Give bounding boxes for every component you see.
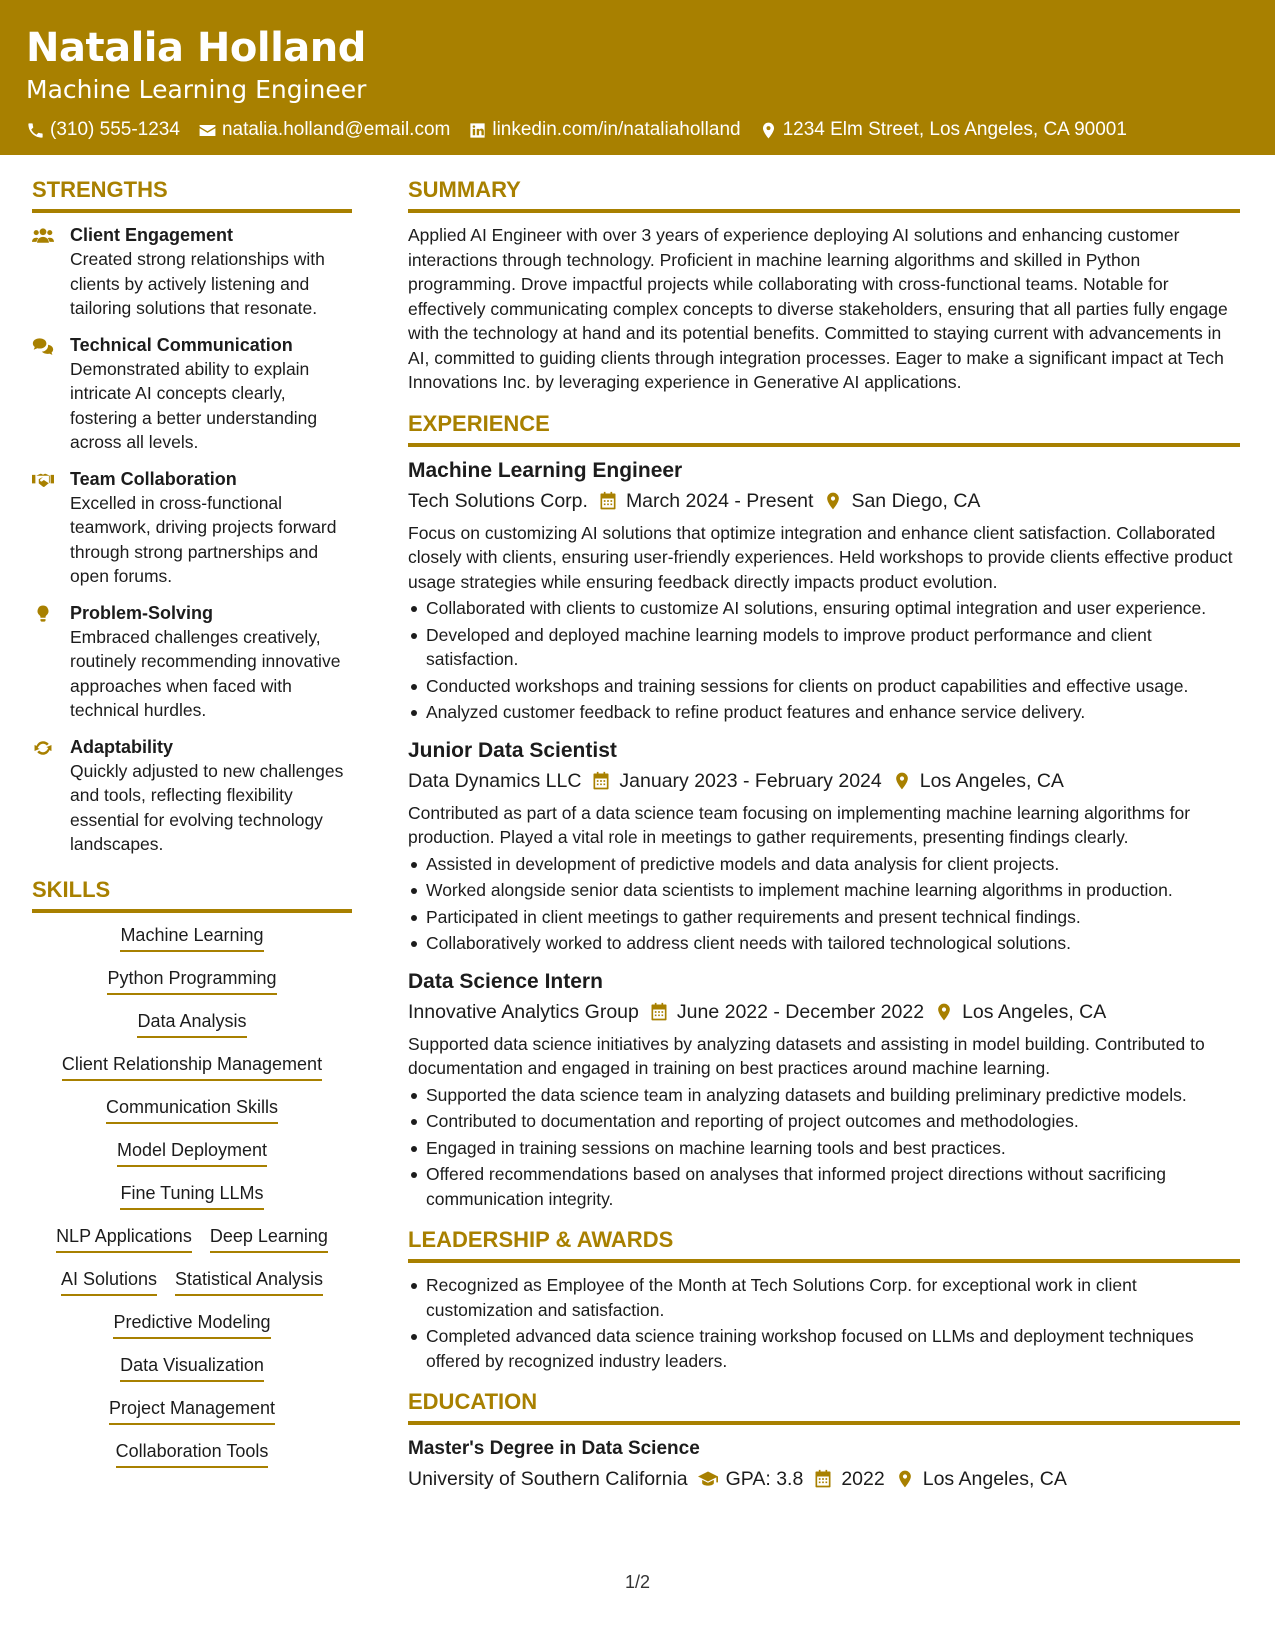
strength-item — [32, 223, 352, 321]
bullet-item: Analyzed customer feedback to refine product features and enhance service delivery. — [408, 700, 1240, 725]
graduation-cap-icon — [698, 1469, 718, 1489]
skill-tag: Statistical Analysis — [175, 1267, 323, 1296]
bullet-item: Developed and deployed machine learning models to improve product performance and client satisfaction. — [408, 623, 1240, 672]
school-name: University of Southern California — [408, 1468, 688, 1490]
map-marker-icon — [895, 1469, 915, 1489]
linkedin-text: linkedin.com/in/nataliaholland — [492, 119, 741, 140]
contact-email[interactable] — [198, 118, 450, 142]
job-bullets — [408, 852, 1240, 956]
contact-phone[interactable] — [26, 118, 180, 142]
skills-heading: SKILLS — [32, 875, 352, 913]
strength-desc: Embraced challenges creatively, routinely recommending innovative approaches when faced with technical hurdles. — [70, 626, 341, 720]
job-company: Tech Solutions Corp. — [408, 489, 588, 512]
skill-tag: AI Solutions — [61, 1267, 157, 1296]
job-company: Innovative Analytics Group — [408, 1000, 639, 1023]
calendar-icon — [591, 771, 611, 791]
skill-tag: Deep Learning — [210, 1224, 328, 1253]
leadership-heading: LEADERSHIP & AWARDS — [408, 1225, 1240, 1263]
contact-linkedin[interactable] — [468, 118, 740, 142]
strengths-heading: STRENGTHS — [32, 175, 352, 213]
job-dates: June 2022 - December 2022 — [676, 1000, 925, 1023]
map-marker-icon — [934, 1002, 954, 1022]
gpa-text: GPA: 3.8 — [725, 1468, 804, 1490]
job-description: Contributed as part of a data science team focusing on implementing machine learning algorithms for production. Played a vital role in meetings to gather requirements, presenting findings clearly. — [408, 802, 1191, 847]
resume-header — [0, 0, 1275, 155]
job-location: San Diego, CA — [851, 489, 981, 512]
users-icon — [32, 226, 54, 246]
phone-text: (310) 555-1234 — [50, 119, 180, 140]
education-year: 2022 — [841, 1468, 885, 1490]
skill-tag: Project Management — [109, 1396, 275, 1425]
page-number: 1/2 — [625, 1572, 651, 1592]
strength-desc: Demonstrated ability to explain intricate AI concepts clearly, fostering a better understanding across all levels. — [70, 358, 318, 452]
job-title: Junior Data Scientist — [408, 738, 617, 762]
experience-heading: EXPERIENCE — [408, 409, 1240, 447]
email-text: natalia.holland@email.com — [221, 119, 451, 140]
strength-title: Client Engagement — [70, 225, 234, 245]
strength-desc: Created strong relationships with clients by actively listening and tailoring solutions that resonate. — [70, 249, 325, 318]
job-description: Supported data science initiatives by analyzing datasets and assisting in model building. Contributed to documentation and engaged in training on best practices around machine learning. — [408, 1033, 1205, 1078]
calendar-icon — [598, 491, 618, 511]
job-bullets — [408, 1083, 1240, 1212]
envelope-icon — [198, 121, 217, 140]
education-heading: EDUCATION — [408, 1387, 1240, 1425]
bullet-item: Assisted in development of predictive models and data analysis for client projects. — [408, 852, 1240, 877]
skill-tag: Fine Tuning LLMs — [120, 1181, 263, 1210]
strength-item — [32, 735, 352, 857]
map-marker-icon — [892, 771, 912, 791]
job-title: Data Science Intern — [408, 969, 603, 993]
skill-tag: Python Programming — [107, 966, 276, 995]
skill-tag: Client Relationship Management — [62, 1052, 322, 1081]
leadership-bullets — [408, 1273, 1240, 1373]
job-title: Machine Learning Engineer — [408, 458, 683, 482]
candidate-title: Machine Learning Engineer — [26, 75, 367, 104]
skills-list — [32, 923, 352, 1482]
calendar-icon — [649, 1002, 669, 1022]
sync-icon — [32, 738, 54, 758]
calendar-icon — [813, 1469, 833, 1489]
skill-tag: Model Deployment — [117, 1138, 267, 1167]
job-description: Focus on customizing AI solutions that optimize integration and enhance client satisfaction. Collaborated closely with clients, ensuring user-friendly experiences. Held workshops to provide clients effective product usage strategies while ensuring feedback directly impacts product evolution. — [408, 522, 1233, 592]
strength-item — [32, 467, 352, 589]
job-location: Los Angeles, CA — [962, 1000, 1107, 1023]
education-location: Los Angeles, CA — [922, 1468, 1067, 1490]
strength-item — [32, 601, 352, 723]
map-marker-icon — [823, 491, 843, 511]
map-marker-icon — [759, 121, 778, 140]
linkedin-icon — [468, 121, 487, 140]
bullet-item: Worked alongside senior data scientists to implement machine learning algorithms in production. — [408, 878, 1240, 903]
lightbulb-icon — [32, 604, 54, 624]
strength-item — [32, 333, 352, 455]
skill-tag: Predictive Modeling — [113, 1310, 270, 1339]
skill-tag: Data Visualization — [120, 1353, 264, 1382]
job-entry — [408, 457, 1240, 725]
contact-address — [759, 118, 1127, 142]
comments-icon — [32, 336, 54, 356]
skill-tag: Data Analysis — [137, 1009, 246, 1038]
phone-icon — [26, 121, 45, 140]
strength-title: Team Collaboration — [70, 468, 237, 489]
bullet-item: Contributed to documentation and reporting of project outcomes and methodologies. — [408, 1109, 1240, 1134]
strength-title: Problem-Solving — [70, 602, 214, 623]
bullet-item: Engaged in training sessions on machine learning tools and best practices. — [408, 1136, 1240, 1161]
summary-heading: SUMMARY — [408, 175, 1240, 213]
job-bullets — [408, 596, 1240, 725]
summary-text: Applied AI Engineer with over 3 years of experience deploying AI solutions and enhancing customer interactions through technology. Proficient in machine learning algorithms and skilled in Python programming. Drove impactful projects while collaborating with cross-functional teams. Notable for effectively communicating complex concepts to diverse stakeholders, ensuring that all parties fully engage with the technology at hand and its potential benefits. Committed to staying current with advancements in AI, committed to guiding clients through integration processes. Eager to make a significant impact at Tech Innovations Inc. by leveraging experience in Generative AI applications. — [408, 225, 1228, 392]
skill-tag: Collaboration Tools — [116, 1439, 269, 1468]
job-location: Los Angeles, CA — [919, 769, 1064, 792]
bullet-item: Completed advanced data science training workshop focused on LLMs and deployment techniques offered by recognized industry leaders. — [408, 1324, 1240, 1373]
job-meta — [408, 998, 1240, 1026]
strength-title: Technical Communication — [70, 334, 293, 355]
job-company: Data Dynamics LLC — [408, 769, 582, 792]
job-dates: March 2024 - Present — [625, 489, 814, 512]
bullet-item: Recognized as Employee of the Month at Tech Solutions Corp. for exceptional work in client customization and satisfaction. — [408, 1273, 1240, 1322]
job-meta — [408, 767, 1240, 795]
strength-desc: Quickly adjusted to new challenges and tools, reflecting flexibility essential for evolving technology landscapes. — [70, 760, 344, 854]
handshake-icon — [32, 470, 54, 490]
bullet-item: Collaborated with clients to customize AI solutions, ensuring optimal integration and user experience. — [408, 596, 1240, 621]
education-meta — [408, 1465, 1240, 1493]
strength-desc: Excelled in cross-functional teamwork, driving projects forward through strong partnerships and open forums. — [70, 492, 337, 586]
bullet-item: Supported the data science team in analyzing datasets and building preliminary predictive models. — [408, 1083, 1240, 1108]
address-text: 1234 Elm Street, Los Angeles, CA 90001 — [782, 119, 1127, 140]
left-column — [32, 175, 352, 1482]
contact-bar — [26, 118, 1249, 142]
skill-tag: NLP Applications — [56, 1224, 192, 1253]
strength-title: Adaptability — [70, 736, 174, 757]
bullet-item: Participated in client meetings to gather requirements and present technical findings. — [408, 905, 1240, 930]
skill-tag: Machine Learning — [120, 923, 263, 952]
bullet-item: Offered recommendations based on analyses that informed project directions without sacrificing communication integrity. — [408, 1162, 1240, 1211]
bullet-item: Collaboratively worked to address client needs with tailored technological solutions. — [408, 931, 1240, 956]
job-entry — [408, 737, 1240, 956]
candidate-name: Natalia Holland — [26, 25, 366, 71]
job-dates: January 2023 - February 2024 — [619, 769, 882, 792]
job-entry — [408, 968, 1240, 1212]
skill-tag: Communication Skills — [106, 1095, 278, 1124]
job-meta — [408, 487, 1240, 515]
bullet-item: Conducted workshops and training sessions for clients on product capabilities and effective usage. — [408, 674, 1240, 699]
degree-title: Master's Degree in Data Science — [408, 1438, 700, 1459]
right-column — [408, 175, 1240, 1499]
